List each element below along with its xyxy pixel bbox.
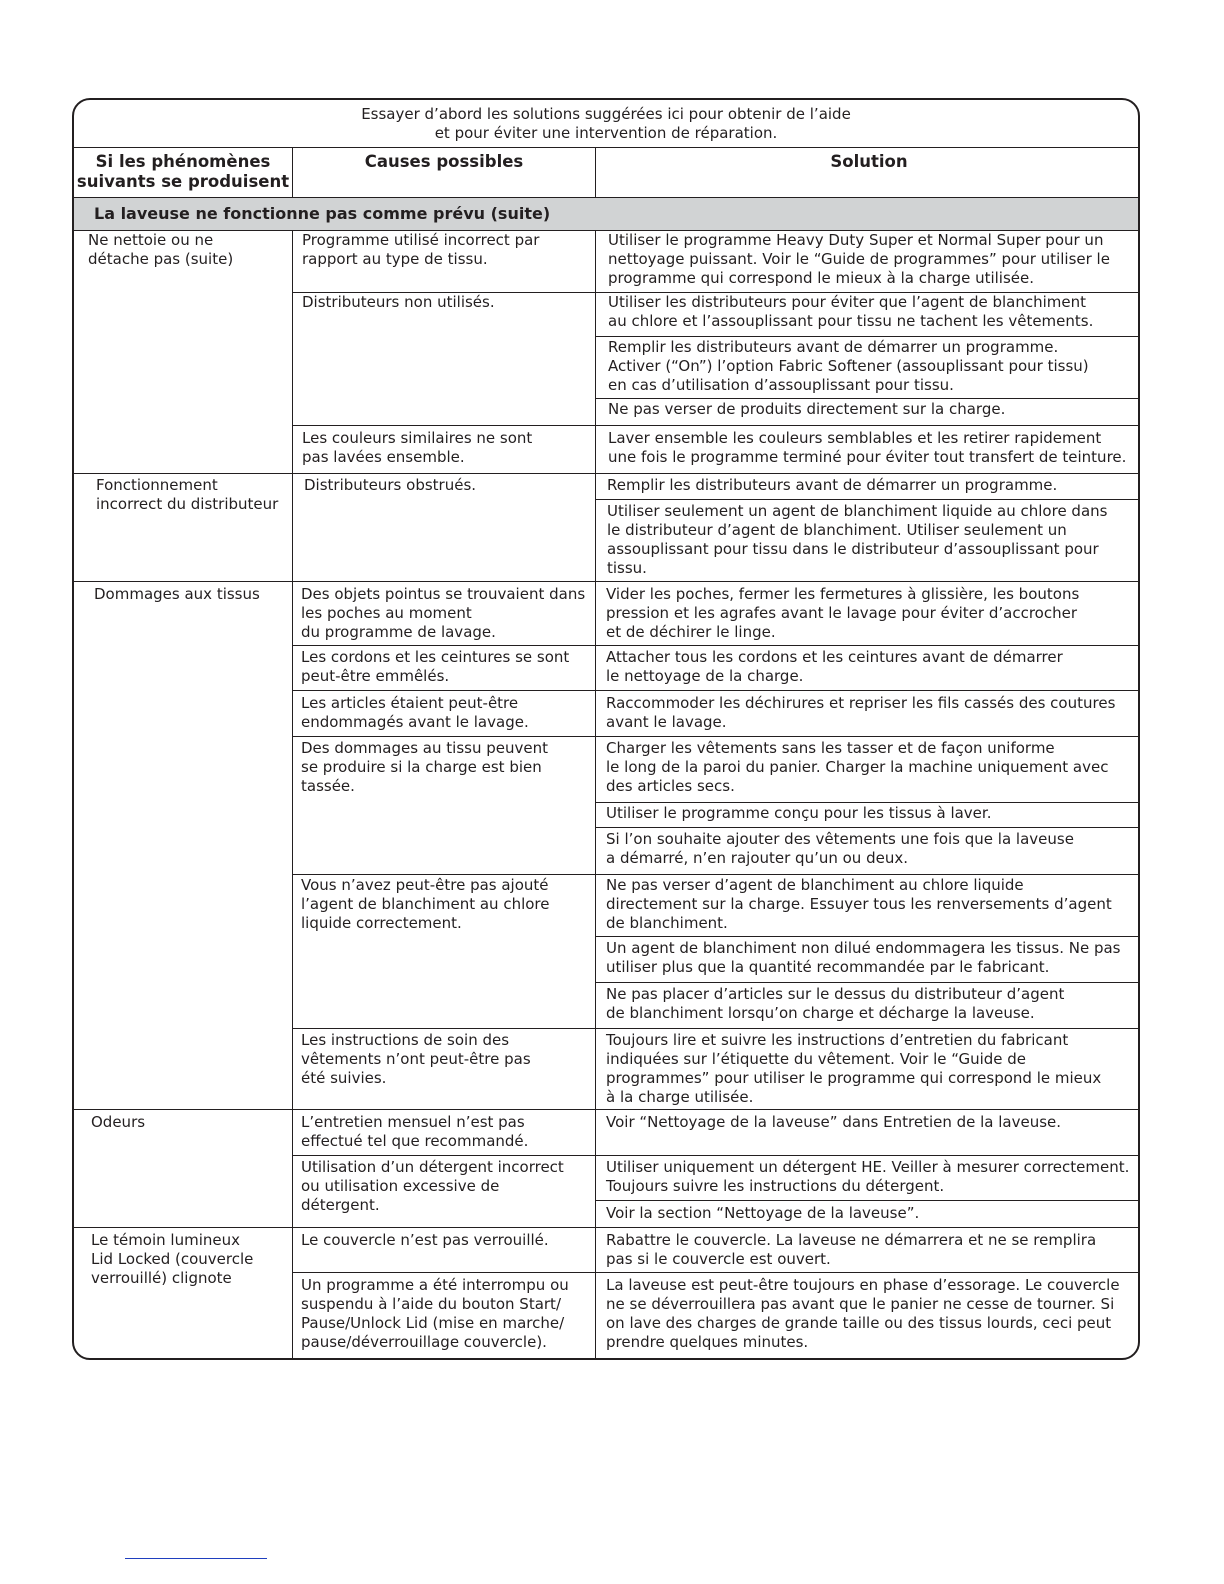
- section-title: La laveuse ne fonctionne pas comme prévu (suite): [74, 198, 1140, 230]
- solution-rule: [595, 336, 1140, 337]
- symptom-cell: Odeurs: [91, 1113, 146, 1131]
- cause-rule: [292, 1028, 1140, 1029]
- cause-rule: [292, 425, 1140, 426]
- footer-rule: [125, 1558, 267, 1559]
- solution-rule: [595, 398, 1140, 399]
- solution-cell: Utiliser les distributeurs pour éviter que l’agent de blanchiment au chlore et l’assouplissant pour tissu ne tachent les vêtements.: [608, 293, 1094, 330]
- solution-rule: [595, 499, 1140, 500]
- solution-cell: Utiliser le programme conçu pour les tissus à laver.: [606, 804, 992, 822]
- cause-cell: Des dommages au tissu peuvent se produire si la charge est bien tassée.: [301, 739, 548, 795]
- intro-line-1: Essayer d’abord les solutions suggérées ici pour obtenir de l’aide: [361, 105, 851, 123]
- header-top-rule: [74, 147, 1140, 148]
- solution-cell: Vider les poches, fermer les fermetures à glissière, les boutons pression et les agrafes avant le lavage pour éviter d’accrocher et de déchirer le linge.: [606, 585, 1080, 641]
- header-solution: Solution: [830, 152, 908, 171]
- row-rule: [74, 1109, 1140, 1110]
- solution-cell: Ne pas placer d’articles sur le dessus du distributeur d’agent de blanchiment lorsqu’on charge et décharge la laveuse.: [606, 985, 1065, 1022]
- solution-cell: Remplir les distributeurs avant de démarrer un programme. Activer (“On”) l’option Fabric Softener (assouplissant pour tissu) en cas d’utilisation d’assouplissant pour tissu.: [608, 338, 1089, 394]
- solution-cell: Utiliser uniquement un détergent HE. Veiller à mesurer correctement. Toujours suivre les instructions du détergent.: [606, 1158, 1130, 1195]
- cause-cell: Des objets pointus se trouvaient dans les poches au moment du programme de lavage.: [301, 585, 586, 641]
- cause-cell: Un programme a été interrompu ou suspendu à l’aide du bouton Start/ Pause/Unlock Lid (mise en marche/ pause/déverrouillage couvercle).: [301, 1276, 569, 1351]
- cause-cell: Les instructions de soin des vêtements n’ont peut-être pas été suivies.: [301, 1031, 531, 1087]
- solution-cell: Si l’on souhaite ajouter des vêtements une fois que la laveuse a démarré, n’en rajouter qu’un ou deux.: [606, 830, 1074, 867]
- solution-rule: [595, 936, 1140, 937]
- cause-rule: [292, 645, 1140, 646]
- symptom-cell: Ne nettoie ou ne détache pas (suite): [88, 231, 234, 268]
- row-rule: [74, 473, 1140, 474]
- solution-cell: Voir “Nettoyage de la laveuse” dans Entretien de la laveuse.: [606, 1113, 1062, 1131]
- solution-cell: Toujours lire et suivre les instructions d’entretien du fabricant indiquées sur l’étiquette du vêtement. Voir le “Guide de programmes” pour utiliser le programme qui correspond le mieux à la charge utilisée.: [606, 1031, 1102, 1106]
- solution-cell: Utiliser seulement un agent de blanchiment liquide au chlore dans le distributeur d’agent de blanchiment. Utiliser seulement un assouplissant pour tissu dans le distributeur d’assouplissant pour tissu.: [607, 502, 1108, 577]
- symptom-cell: Dommages aux tissus: [94, 585, 260, 603]
- intro-line-2: et pour éviter une intervention de réparation.: [434, 124, 778, 142]
- solution-rule: [595, 827, 1140, 828]
- cause-rule: [292, 736, 1140, 737]
- cause-cell: Distributeurs non utilisés.: [302, 293, 495, 311]
- cause-rule: [292, 690, 1140, 691]
- solution-rule: [595, 982, 1140, 983]
- solution-cell: La laveuse est peut-être toujours en phase d’essorage. Le couvercle ne se déverrouillera pas avant que le panier ne cesse de tourner. Si on lave des charges de grande taille ou des tissus lourds, ceci peut prendre quelques minutes.: [606, 1276, 1120, 1351]
- solution-cell: Ne pas verser d’agent de blanchiment au chlore liquide directement sur la charge. Essuyer tous les renversements d’agent de blanchiment.: [606, 876, 1112, 932]
- cause-rule: [292, 874, 1140, 875]
- cause-cell: Programme utilisé incorrect par rapport au type de tissu.: [302, 231, 540, 268]
- cause-rule: [292, 1272, 1140, 1273]
- solution-cell: Utiliser le programme Heavy Duty Super et Normal Super pour un nettoyage puissant. Voir le “Guide de programmes” pour utiliser le programme qui correspond le mieux à la charge utilisée.: [608, 231, 1110, 287]
- solution-rule: [595, 1200, 1140, 1201]
- header-causes: Causes possibles: [364, 152, 524, 171]
- row-rule: [74, 1227, 1140, 1228]
- cause-cell: Distributeurs obstrués.: [304, 476, 477, 494]
- solution-cell: Un agent de blanchiment non dilué endommagera les tissus. Ne pas utiliser plus que la quantité recommandée par le fabricant.: [606, 939, 1121, 976]
- solution-cell: Voir la section “Nettoyage de la laveuse”.: [606, 1204, 920, 1222]
- row-rule: [74, 581, 1140, 582]
- header-divider-2: [595, 147, 596, 197]
- cause-cell: L’entretien mensuel n’est pas effectué tel que recommandé.: [301, 1113, 529, 1150]
- cause-cell: Utilisation d’un détergent incorrect ou utilisation excessive de détergent.: [301, 1158, 564, 1214]
- cause-cell: Le couvercle n’est pas verrouillé.: [301, 1231, 549, 1249]
- cause-cell: Vous n’avez peut-être pas ajouté l’agent de blanchiment au chlore liquide correctement.: [301, 876, 550, 932]
- solution-cell: Raccommoder les déchirures et repriser les fils cassés des coutures avant le lavage.: [606, 694, 1116, 731]
- troubleshooting-table: [72, 98, 1140, 1360]
- cause-cell: Les articles étaient peut-être endommagés avant le lavage.: [301, 694, 529, 731]
- solution-cell: Charger les vêtements sans les tasser et de façon uniforme le long de la paroi du panier. Charger la machine uniquement avec des articles secs.: [606, 739, 1109, 795]
- cause-rule: [292, 1155, 1140, 1156]
- solution-cell: Rabattre le couvercle. La laveuse ne démarrera et ne se remplira pas si le couvercle est ouvert.: [606, 1231, 1097, 1268]
- symptom-cell: Fonctionnement incorrect du distributeur: [96, 476, 279, 513]
- column-divider-2: [595, 230, 596, 1360]
- symptom-cell: Le témoin lumineux Lid Locked (couvercle verrouillé) clignote: [91, 1231, 254, 1287]
- header-symptom: Si les phénomènes suivants se produisent: [76, 152, 290, 191]
- solution-cell: Attacher tous les cordons et les ceintures avant de démarrer le nettoyage de la charge.: [606, 648, 1063, 685]
- solution-cell: Ne pas verser de produits directement sur la charge.: [608, 400, 1006, 418]
- cause-cell: Les couleurs similaires ne sont pas lavées ensemble.: [302, 429, 533, 466]
- header-divider-1: [292, 147, 293, 197]
- solution-cell: Laver ensemble les couleurs semblables et les retirer rapidement une fois le programme terminé pour éviter tout transfert de teinture.: [608, 429, 1127, 466]
- solution-cell: Remplir les distributeurs avant de démarrer un programme.: [607, 476, 1058, 494]
- solution-rule: [595, 802, 1140, 803]
- column-divider-1: [292, 230, 293, 1360]
- cause-cell: Les cordons et les ceintures se sont peut-être emmêlés.: [301, 648, 570, 685]
